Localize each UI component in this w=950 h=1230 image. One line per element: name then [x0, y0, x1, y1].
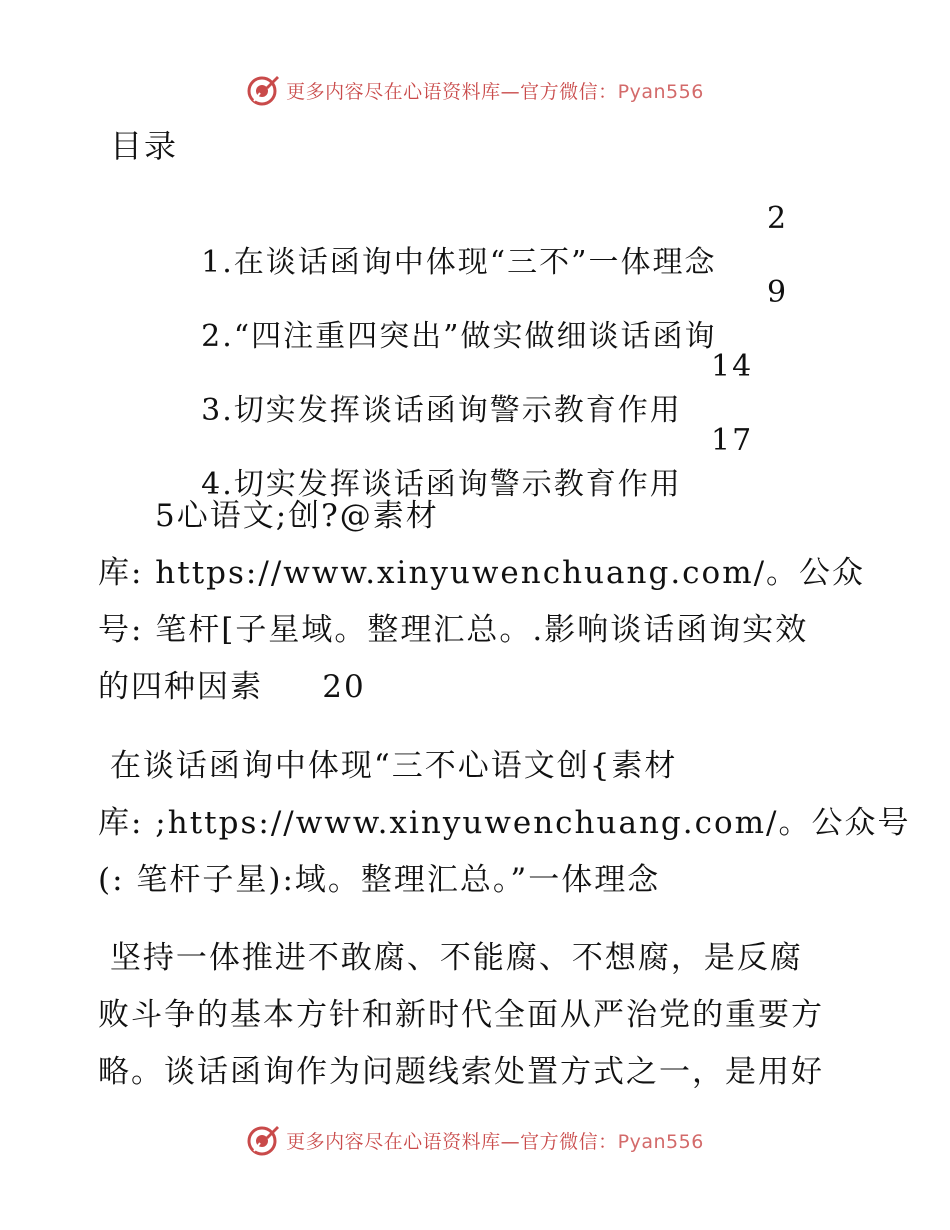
toc-item-page: 14: [711, 349, 754, 384]
body-paragraph: [98, 930, 858, 1101]
pen-logo-icon: [246, 1123, 280, 1157]
toc-item-text: 2.“四注重四突出”做实做细谈话函询: [201, 319, 717, 354]
toc-item-text: 3.切实发挥谈话函询警示教育作用: [201, 393, 682, 428]
toc-item-5[interactable]: [98, 488, 866, 716]
banner-text: 更多内容尽在心语资料库—官方微信：Pyan556: [286, 80, 704, 103]
section-heading-line: 库: ;https://www.xinyuwenchuang.com/。公众号: [98, 805, 911, 841]
section-heading-line: (: 笔杆子星):域。整理汇总。”一体理念: [98, 862, 661, 898]
header-banner: [0, 70, 950, 110]
body-paragraph-line: 败斗争的基本方针和新时代全面从严治党的重要方: [98, 997, 824, 1033]
section-heading: [98, 738, 911, 909]
wechat-id: Pyan556: [617, 80, 704, 103]
toc-item-5-line: 的四种因素 20: [98, 669, 366, 705]
body-paragraph-line: 略。谈话函询作为问题线索处置方式之一，是用好: [98, 1054, 824, 1090]
section-heading-line: 在谈话函询中体现“三不心语文创{素材: [98, 748, 678, 784]
toc-item-page: 2: [767, 201, 789, 236]
toc-item-page: 9: [767, 275, 789, 310]
toc-item-5-line: 号: 笔杆[子星域。整理汇总。.影响谈话函询实效: [98, 612, 809, 648]
footer-banner: [0, 1120, 950, 1160]
page-title: 目录: [110, 127, 179, 165]
body-paragraph-line: 坚持一体推进不敢腐、不能腐、不想腐，是反腐: [98, 940, 803, 976]
toc-item-5-line: 5心语文;创?@素材: [155, 498, 439, 534]
toc-item-text: 1.在谈话函询中体现“三不”一体理念: [201, 245, 717, 280]
toc-item-5-line: 库: https://www.xinyuwenchuang.com/。公众: [98, 555, 866, 591]
pen-logo-icon: [246, 73, 280, 107]
wechat-id: Pyan556: [617, 1130, 704, 1153]
toc-item-text: 4.切实发挥谈话函询警示教育作用: [201, 467, 682, 502]
toc-item-page: 17: [711, 423, 754, 458]
banner-text: 更多内容尽在心语资料库—官方微信：Pyan556: [286, 1130, 704, 1153]
